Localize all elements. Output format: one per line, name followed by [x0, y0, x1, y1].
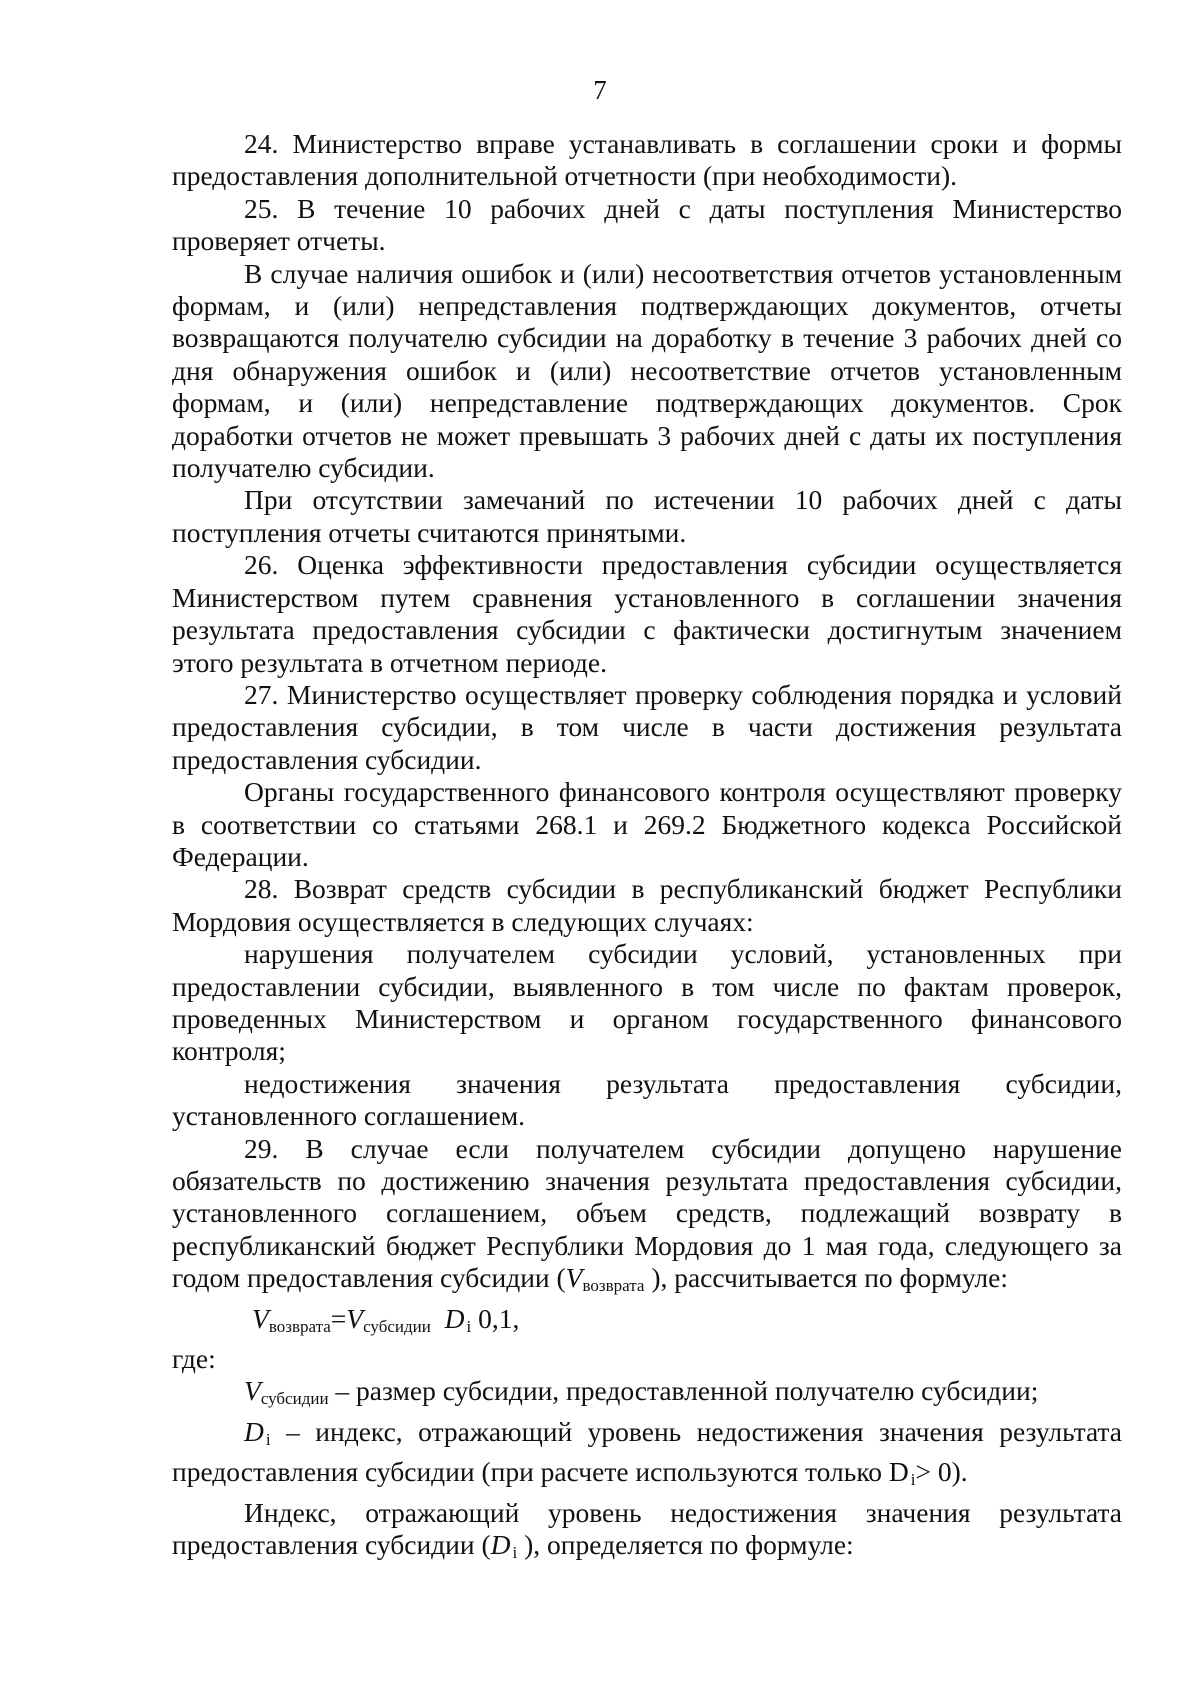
index-text: Индекс, отражающий уровень недостижения значения результата предоставления субсидии (	[172, 1496, 1122, 1561]
v-return-subscript: возврата	[582, 1276, 645, 1296]
v-symbol: V	[565, 1262, 583, 1294]
where-label: где:	[172, 1343, 216, 1375]
paragraph-25: 25. В течение 10 рабочих дней с даты поступления Министерство проверяет отчеты.	[172, 192, 1122, 257]
definition-v-subsidy	[172, 1375, 1122, 1415]
paragraph-index	[172, 1497, 1122, 1570]
paragraph-26: 26. Оценка эффективности предоставления субсидии осуществляется Министерством путем сравнения установленного в соглашении значения результата предоставления субсидии с фактически достигнутым значением этого результата в отчетном периоде.	[172, 549, 1122, 678]
document-body	[172, 128, 1122, 1569]
def-v-symbol: V	[244, 1375, 261, 1407]
paragraph-28: 28. Возврат средств субсидии в республиканский бюджет Республики Мордовия осуществляется в следующих случаях:	[172, 873, 1122, 937]
page-number: 7	[593, 75, 607, 105]
paragraph-27-control: Органы государственного финансового контроля осуществляют проверку в соответствии со статьями 268.1 и 269.2 Бюджетного кодекса Российской Федерации.	[172, 776, 1122, 872]
def-d-symbol: D	[244, 1415, 264, 1447]
def-d-text-subscript: i	[910, 1470, 916, 1490]
formula-return-subscript: возврата	[268, 1316, 331, 1336]
paragraph-29-text: 29. В случае если получателем субсидии допущено нарушение обязательств по достижению значения результата предоставления субсидии, установленного соглашением, объем средств, подлежащий возврату в республиканский бюджет Республики Мордовия до 1 мая года, следующего за годом предоставления субсидии (	[172, 1132, 1122, 1294]
formula-coefficient: 0,1,	[471, 1302, 520, 1334]
formula-v-subsidy: V	[346, 1302, 364, 1334]
formula-v-return: V	[252, 1302, 269, 1334]
paragraph-25-accepted: При отсутствии замечаний по истечении 10 рабочих дней с даты поступления отчеты считаются принятыми.	[172, 484, 1122, 548]
def-v-subscript: субсидии	[260, 1389, 329, 1409]
def-d-text: – индекс, отражающий уровень недостижения значения результата предоставления субсидии (при расчете используются только D	[172, 1415, 1122, 1488]
paragraph-28-case-not-achieved: недостижения значения результата предоставления субсидии, установленного соглашением.	[172, 1067, 1122, 1132]
paragraph-25-errors: В случае наличия ошибок и (или) несоответствия отчетов установленным формам, и (или) непредставления подтверждающих документов, отчеты возвращаются получателю субсидии на доработку в течение 3 рабочих дней со дня обнаружения ошибок и (или) несоответствие отчетов установленным формам, и (или) непредставление подтверждающих документов. Срок доработки отчетов не может превышать 3 рабочих дней с даты их поступления получателю субсидии.	[172, 257, 1122, 484]
paragraph-27: 27. Министерство осуществляет проверку соблюдения порядка и условий предоставления субсидии, в том числе в части достижения результата предоставления субсидии.	[172, 678, 1122, 775]
formula-d-subscript: i	[466, 1316, 472, 1336]
index-tail: ), определяется по формуле:	[517, 1529, 854, 1561]
definition-d	[172, 1416, 1122, 1497]
paragraph-24: 24. Министерство вправе устанавливать в соглашении сроки и формы предоставления дополнительной отчетности (при необходимости).	[172, 128, 1122, 192]
paragraph-29	[172, 1133, 1122, 1303]
def-v-text: – размер субсидии, предоставленной получателю субсидии;	[335, 1375, 1039, 1407]
index-d-symbol: D	[490, 1529, 511, 1561]
formula-subsidy-subscript: субсидии	[363, 1316, 431, 1336]
return-formula	[172, 1303, 1122, 1343]
def-d-subscript: i	[265, 1429, 271, 1449]
paragraph-29-tail: ), рассчитывается по формуле:	[644, 1262, 1008, 1294]
paragraph-28-case-violation: нарушения получателем субсидии условий, установленных при предоставлении субсидии, выявленного в том числе по фактам проверок, проведенных Министерством и органом государственного финансового контроля;	[172, 938, 1122, 1067]
formula-equals: =	[330, 1302, 347, 1334]
index-d-subscript: i	[512, 1543, 518, 1563]
def-d-tail: > 0).	[915, 1456, 968, 1488]
formula-d: D	[444, 1302, 465, 1334]
